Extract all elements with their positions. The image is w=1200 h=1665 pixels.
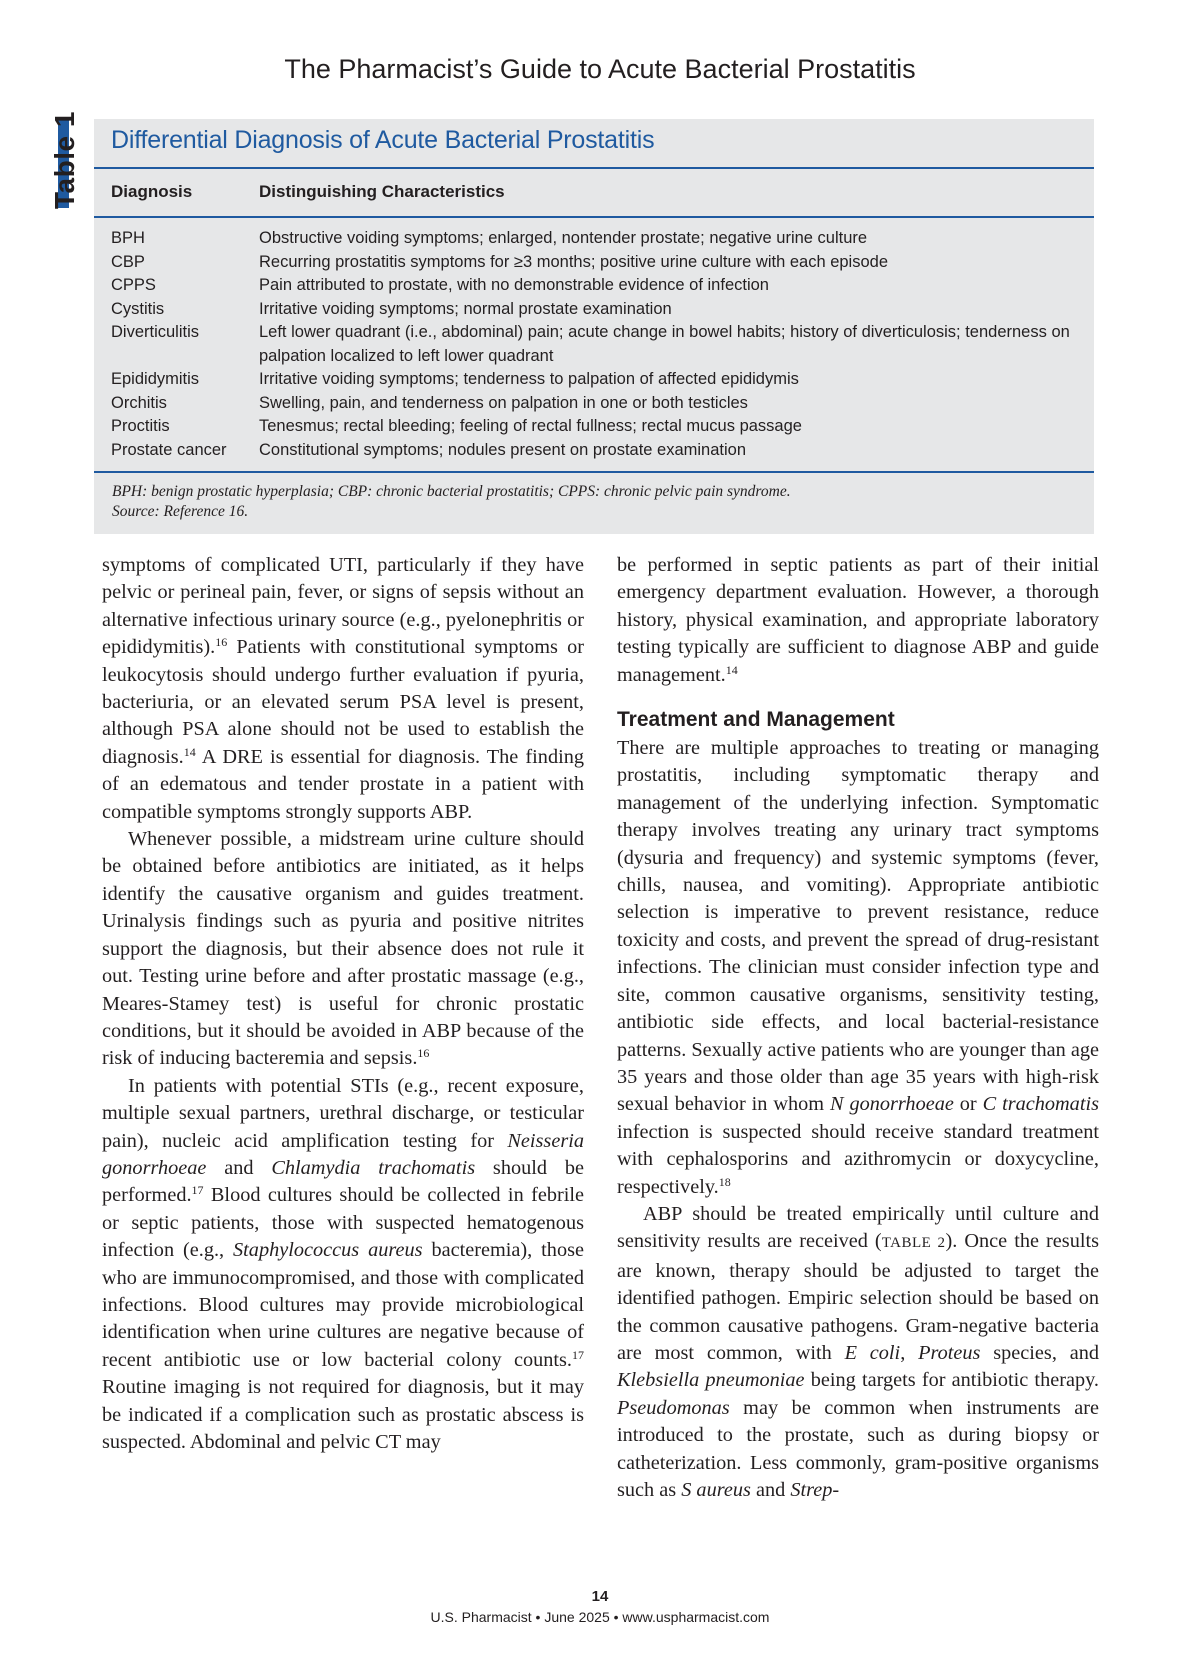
table-row [111, 439, 1091, 463]
table-rule-header [94, 216, 1094, 218]
publication-footer: U.S. Pharmacist • June 2025 • www.uspharmacist.com [430, 1609, 770, 1625]
row-description: Pain attributed to prostate, with no demonstrable evidence of infection [259, 276, 769, 294]
row-diagnosis: Diverticulitis [111, 323, 200, 341]
reference: 14 [183, 744, 196, 759]
table-row [111, 274, 1091, 298]
row-diagnosis: Prostate cancer [111, 440, 227, 459]
table-label: Table 1 [49, 111, 80, 209]
paragraph: Whenever possible, a midstream urine culture should be obtained before antibiotics are initiated, as it helps identify the causative organism and guides treatment. Urinalysis findings such as pyuria and positive nitrites support the diagnosis, but their absence does not rule it out. Testing urine before and after prostatic massage (e.g., Meares-Stamey test) is useful for chronic prostatic conditions, but it should be avoided in ABP because of the risk of inducing bacteremia and sepsis.$^{16}$ [102, 828, 584, 1070]
reference: 17 [191, 1183, 204, 1198]
row-diagnosis: Cystitis [111, 299, 165, 318]
paragraph: be performed in septic patients as part of their initial emergency department evaluation. However, a thorough history, physical examination, and appropriate laboratory testing typically are sufficient to diagnose ABP and guide management.$^{14}$ [617, 554, 1099, 686]
row-description: Irritative voiding symptoms; tenderness to palpation of affected epididymis [259, 370, 799, 388]
table-source: Source: Reference 16. [112, 503, 249, 520]
running-head: The Pharmacist’s Guide to Acute Bacterial Prostatitis [284, 54, 916, 84]
left-column [102, 552, 584, 1456]
row-description: Swelling, pain, and tenderness on palpation in one or both testicles [259, 393, 748, 412]
row-description: Constitutional symptoms; nodules present on prostate examination [259, 440, 747, 459]
row-diagnosis: Epididymitis [111, 370, 200, 388]
reference: 14 [725, 662, 738, 677]
table-row [111, 415, 1091, 439]
row-description: Left lower quadrant (i.e., abdominal) pain; acute change in bowel habits; history of diverticulosis; tenderness on palpation localized to left lower quadrant [259, 323, 1070, 365]
col-header-diagnosis: Diagnosis [111, 182, 193, 201]
table-row [111, 321, 1091, 368]
paragraph: There are multiple approaches to treating or managing prostatitis, including symptomatic therapy and management of the underlying infection. Symptomatic therapy involves treating any urinary tract symptoms (dysuria and frequency) and systemic symptoms (fever, chills, nausea, and vomiting). Appropriate antibiotic selection is imperative to prevent resistance, reduce toxicity and costs, and prevent the spread of drug-resistant infections. The clinician must consider infection type and site, common causative organisms, sensitivity testing, antibiotic side effects, and local bacterial-resistance patterns. Sexually active patients who are younger than age 35 years and those older than age 35 years with high-risk sexual behavior in whom N gonorrhoeae or C trachomatis infection is suspected should receive standard treatment with cephalosporins and azithromycin or doxycycline, respectively.$^{18}$ [617, 737, 1099, 1198]
table-abbreviations: BPH: benign prostatic hyperplasia; CBP: chronic bacterial prostatitis; CPPS: chronic pelvic pain syndrome. [112, 483, 791, 500]
table-body [111, 227, 1091, 462]
differential-diagnosis-table [94, 119, 1094, 534]
reference: 17 [572, 1347, 584, 1362]
paragraph: ABP should be treated empirically until culture and sensitivity results are received (TABLE 2). Once the results are known, therapy should be adjusted to target the identified pathogen. Empiric selection should be based on the common causative pathogens. Gram-negative bacteria are most common, with E coli, Proteus species, and Klebsiella pneumoniae being targets for antibiotic therapy. Pseudomonas may be common when instruments are introduced to the prostate, such as during biopsy or catheterization. Less commonly, gram-positive organisms such as S aureus and Strep- [617, 1202, 1100, 1501]
row-diagnosis: BPH [111, 229, 145, 247]
table-footnote [112, 482, 1072, 522]
row-diagnosis: Orchitis [111, 393, 167, 412]
row-diagnosis: Proctitis [111, 417, 170, 435]
row-description: Tenesmus; rectal bleeding; feeling of rectal fullness; rectal mucus passage [259, 417, 802, 435]
row-description: Obstructive voiding symptoms; enlarged, nontender prostate; negative urine culture [259, 229, 868, 247]
col-header-characteristics: Distinguishing Characteristics [259, 182, 505, 201]
table-row [111, 392, 1091, 416]
table-row [111, 298, 1091, 322]
paragraph: In patients with potential STIs (e.g., recent exposure, multiple sexual partners, urethral discharge, or testicular pain), nucleic acid amplification testing for Neisseria gonorrhoeae and Chlamydia trachomatis should be performed.$^{17}$ Blood cultures should be collected in febrile or septic patients, those with suspected hematogenous infection (e.g., Staphylococcus aureus bacteremia), those who are immunocompromised, and those with complicated infections. Blood cultures may provide microbiological identification when urine cultures are negative because of recent antibiotic use or low bacterial colony counts.$^{17}$ Routine imaging is not required for diagnosis, but it may be indicated if a complication such as prostatic abscess is suspected. Abdominal and pelvic CT may [102, 1074, 584, 1453]
table-reference: TABLE 2 [881, 1235, 946, 1252]
right-column [617, 552, 1099, 1504]
row-diagnosis: CBP [111, 252, 145, 271]
reference: 18 [718, 1174, 731, 1189]
reference: 16 [215, 635, 228, 650]
section-heading: Treatment and Management [617, 708, 895, 732]
table-row [111, 227, 1091, 251]
table-rule-bottom [94, 471, 1094, 473]
reference: 16 [417, 1046, 430, 1061]
table-title: Differential Diagnosis of Acute Bacterial Prostatitis [111, 126, 655, 154]
page-number: 14 [591, 1588, 609, 1605]
row-diagnosis: CPPS [111, 276, 156, 294]
row-description: Recurring prostatitis symptoms for ≥3 months; positive urine culture with each episode [259, 252, 888, 271]
row-description: Irritative voiding symptoms; normal prostate examination [259, 299, 672, 318]
table-row [111, 251, 1091, 275]
table-row [111, 368, 1091, 392]
paragraph: symptoms of complicated UTI, particularly if they have pelvic or perineal pain, fever, or signs of sepsis without an alternative infectious urinary source (e.g., pyelonephritis or epididymitis).$^{16}$ Patients with constitutional symptoms or leukocytosis should undergo further evaluation if pyuria, bacteriuria, or an elevated serum PSA level is present, although PSA alone should not be used to establish the diagnosis.$^{14}$ A DRE is essential for diagnosis. The finding of an edematous and tender prostate in a patient with compatible symptoms strongly supports ABP. [102, 554, 584, 823]
table-rule-top [94, 167, 1094, 169]
